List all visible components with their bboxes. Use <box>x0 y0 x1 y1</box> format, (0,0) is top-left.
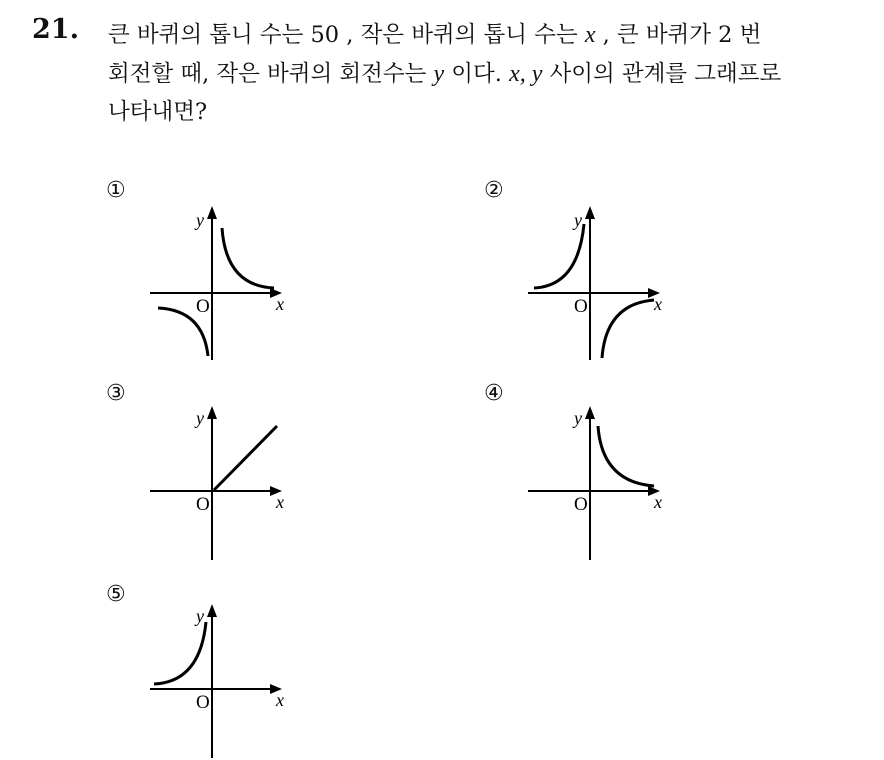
question-line-2 <box>108 56 781 88</box>
y-axis-label: y <box>196 210 204 230</box>
curve-quadrant-2 <box>534 224 584 288</box>
question-text: 이다. <box>451 61 502 87</box>
question-text: 큰 바퀴의 톱니 수는 50 , 작은 바퀴의 톱니 수는 <box>108 22 578 48</box>
variables-x-y: x, y <box>509 61 543 87</box>
choice-1-graph[interactable] <box>148 200 288 365</box>
choice-4-label[interactable]: ④ <box>484 381 504 406</box>
curve-quadrant-4 <box>602 300 654 358</box>
x-axis-label: x <box>276 294 284 314</box>
choice-2-label[interactable]: ② <box>484 178 504 203</box>
curve-quadrant-1 <box>598 426 654 486</box>
choice-1-label[interactable]: ① <box>106 178 126 203</box>
question-line-3: 나타내면? <box>108 99 208 125</box>
x-axis-label: x <box>654 492 662 512</box>
y-axis-label: y <box>574 408 582 428</box>
y-axis-arrow-icon <box>585 406 595 419</box>
y-axis-label: y <box>196 606 204 626</box>
question-line-1 <box>108 17 761 49</box>
curve-quadrant-2 <box>154 622 206 684</box>
curve-quadrant-1 <box>222 228 274 288</box>
y-axis-arrow-icon <box>585 206 595 219</box>
x-axis-label: x <box>276 690 284 710</box>
choice-3-graph[interactable] <box>148 400 288 565</box>
choice-5-graph[interactable] <box>148 598 288 758</box>
y-axis-label: y <box>196 408 204 428</box>
question-text: 회전할 때, 작은 바퀴의 회전수는 <box>108 61 427 87</box>
question-text: , 큰 바퀴가 2 번 <box>602 22 762 48</box>
origin-label: O <box>574 494 588 515</box>
question-number: 21. <box>32 14 79 45</box>
question-text: 사이의 관계를 그래프로 <box>549 61 782 87</box>
y-axis-arrow-icon <box>207 604 217 617</box>
choice-2-graph[interactable] <box>526 200 666 365</box>
origin-label: O <box>574 296 588 317</box>
x-axis-label: x <box>276 492 284 512</box>
choice-4-graph[interactable] <box>526 400 666 565</box>
y-axis-arrow-icon <box>207 406 217 419</box>
y-axis-label: y <box>574 210 582 230</box>
variable-x: x <box>584 22 596 48</box>
origin-label: O <box>196 494 210 515</box>
x-axis-label: x <box>654 294 662 314</box>
origin-label: O <box>196 296 210 317</box>
line-through-origin <box>214 426 277 490</box>
variable-y: y <box>433 61 445 87</box>
choice-3-label[interactable]: ③ <box>106 381 126 406</box>
choice-5-label[interactable]: ⑤ <box>106 582 126 607</box>
origin-label: O <box>196 692 210 713</box>
y-axis-arrow-icon <box>207 206 217 219</box>
